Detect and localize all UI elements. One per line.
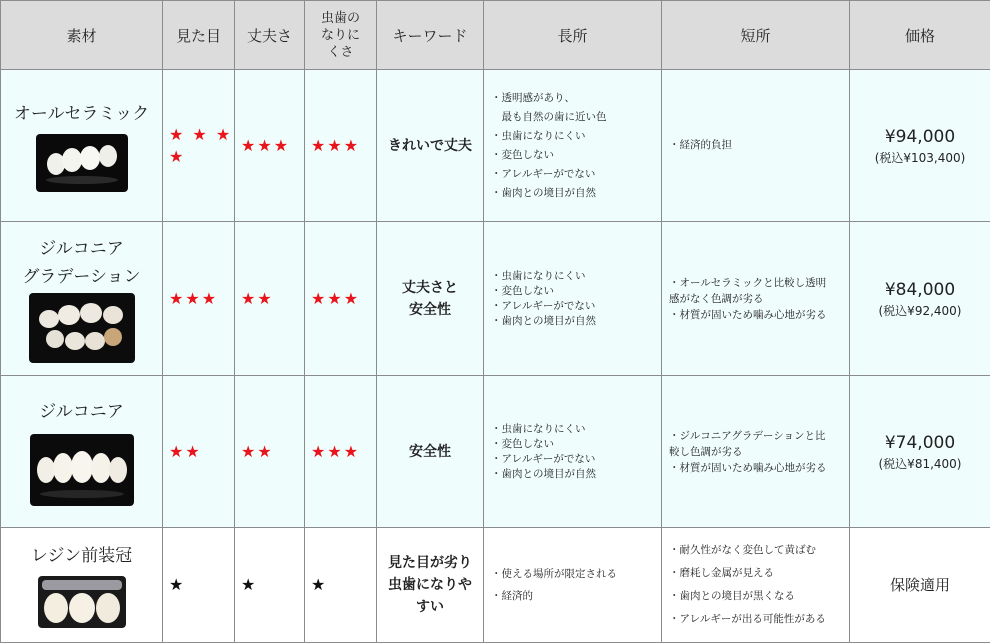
price-cell (850, 222, 990, 376)
durability-rating: ★ (235, 528, 305, 643)
keyword-cell (377, 528, 484, 643)
list-item: ・オールセラミックと比較し透明 (669, 276, 827, 289)
list-item: ・経済的負担 (669, 139, 732, 151)
durability-rating: ★★ (235, 376, 305, 528)
keyword-line: 虫歯になりや (388, 577, 472, 593)
list-item: ・虫歯になりにくい (491, 129, 586, 142)
resin-facing-crown-photo (38, 576, 126, 628)
price-with-tax: (税込¥81,400) (878, 456, 962, 471)
header-pros: 長所 (484, 1, 662, 70)
header-cavity-line: 虫歯の (320, 10, 360, 26)
list-item: ・磨耗し金属が見える (669, 567, 774, 579)
material-cell (1, 376, 163, 528)
list-item: ・歯肉との境目が自然 (491, 467, 596, 480)
pros-list (484, 70, 662, 222)
material-cell (1, 222, 163, 376)
header-cons: 短所 (662, 1, 850, 70)
header-cavity-line: なりに (320, 27, 360, 43)
list-item: ・虫歯になりにくい (491, 422, 586, 435)
list-item: ・アレルギーが出る可能性がある (669, 613, 826, 625)
list-item: ・材質が固いため噛み心地が劣る (669, 461, 827, 474)
header-appearance: 見た目 (163, 1, 235, 70)
keyword-cell (377, 222, 484, 376)
price-value: ¥94,000 (884, 126, 956, 147)
header-row (1, 1, 990, 70)
keyword-line: 丈夫さと (402, 279, 458, 296)
appearance-rating: ★★ (163, 376, 235, 528)
price-with-tax: (税込¥92,400) (878, 303, 962, 318)
cavity-rating: ★ (305, 528, 377, 643)
list-item: ・変色しない (491, 148, 554, 161)
material-name: ジルコニア (39, 238, 124, 259)
zirconia-gradation-teeth-photo (29, 293, 135, 363)
table-row (1, 70, 990, 222)
list-item: ・虫歯になりにくい (491, 269, 586, 282)
list-item: ・透明感があり、 (491, 91, 575, 104)
pros-list (484, 376, 662, 528)
list-item: ・耐久性がなく変色して黄ばむ (669, 544, 816, 556)
zirconia-teeth-photo (30, 434, 134, 506)
material-name: ジルコニア (39, 401, 124, 422)
list-item: ・歯肉との境目が自然 (491, 186, 596, 199)
list-item: ・経済的 (491, 590, 533, 602)
list-item: ・材質が固いため噛み心地が劣る (669, 308, 827, 321)
keyword-cell (377, 70, 484, 222)
cons-list (662, 528, 850, 643)
price-value: 保険適用 (889, 576, 950, 594)
list-item: ・歯肉との境目が自然 (491, 314, 596, 327)
header-durability: 丈夫さ (235, 1, 305, 70)
keyword-line: すい (416, 599, 444, 615)
price-cell (850, 528, 990, 643)
pros-list (484, 222, 662, 376)
cons-list (662, 376, 850, 528)
appearance-rating: ★★★ (163, 222, 235, 376)
cavity-rating: ★★★ (305, 222, 377, 376)
table-row (1, 528, 990, 643)
pros-list (484, 528, 662, 643)
cavity-rating: ★★★ (305, 70, 377, 222)
cavity-rating: ★★★ (305, 376, 377, 528)
keyword-line: きれいで丈夫 (388, 137, 472, 154)
material-cell (1, 70, 163, 222)
price-value: ¥74,000 (884, 432, 956, 453)
table-row (1, 222, 990, 376)
price-with-tax: (税込¥103,400) (874, 150, 966, 165)
list-item: ・アレルギーがでない (491, 299, 596, 312)
all-ceramic-teeth-photo (36, 134, 128, 192)
list-item: 感がなく色調が劣る (669, 292, 764, 305)
keyword-cell (377, 376, 484, 528)
material-name: グラデーション (22, 266, 141, 287)
list-item: ・歯肉との境目が黒くなる (669, 590, 795, 602)
list-item: ・変色しない (491, 284, 554, 297)
header-price: 価格 (850, 1, 990, 70)
keyword-line: 安全性 (409, 443, 451, 460)
price-value: ¥84,000 (884, 279, 956, 300)
list-item: 最も自然の歯に近い色 (491, 110, 607, 123)
price-cell (850, 70, 990, 222)
material-name: レジン前装冠 (30, 546, 133, 566)
list-item: ・使える場所が限定される (491, 568, 617, 580)
appearance-rating: ★ (163, 528, 235, 643)
material-name: オールセラミック (13, 103, 150, 124)
keyword-line: 安全性 (409, 301, 451, 318)
header-keyword: キーワード (377, 1, 484, 70)
header-cavity-line: くさ (327, 44, 354, 60)
list-item: ・アレルギーがでない (491, 167, 596, 180)
header-cavity-resistance (305, 1, 377, 70)
keyword-line: 見た目が劣り (388, 555, 472, 571)
list-item: ・ジルコニアグラデーションと比 (669, 429, 826, 442)
list-item: ・アレルギーがでない (491, 452, 596, 465)
list-item: ・変色しない (491, 437, 554, 450)
appearance-rating: ★ ★ ★ ★ (163, 70, 235, 222)
material-cell (1, 528, 163, 643)
list-item: 較し色調が劣る (669, 445, 743, 458)
header-material: 素材 (1, 1, 163, 70)
price-cell (850, 376, 990, 528)
durability-rating: ★★★ (235, 70, 305, 222)
table-row (1, 376, 990, 528)
cons-list (662, 222, 850, 376)
durability-rating: ★★ (235, 222, 305, 376)
cons-list (662, 70, 850, 222)
